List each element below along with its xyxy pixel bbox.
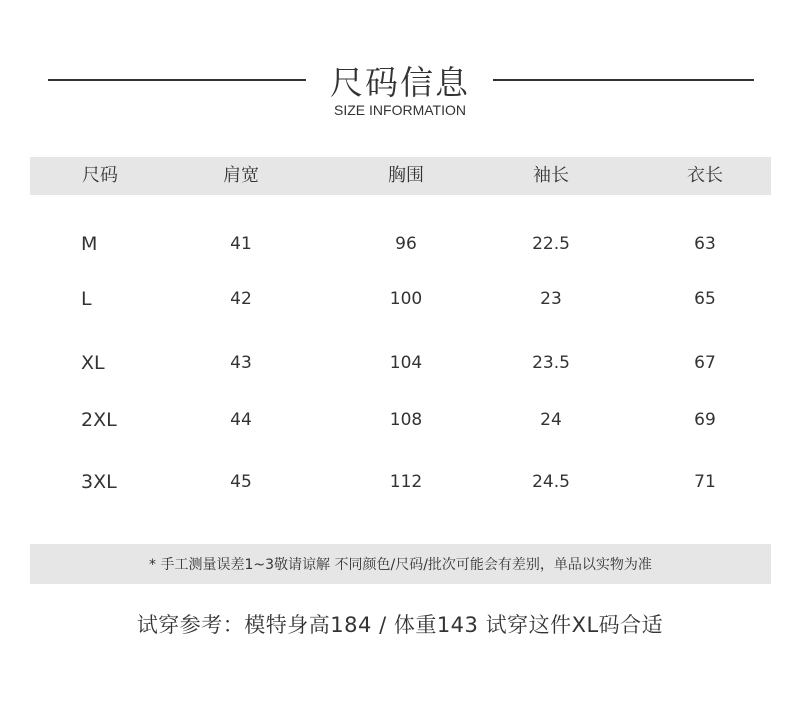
- table-row: [30, 405, 771, 435]
- column-header-sleeve: 袖长: [533, 165, 569, 186]
- shoulder-cell: 42: [230, 289, 252, 309]
- chest-cell: 108: [389, 410, 423, 430]
- table-header: [30, 157, 771, 195]
- column-header-length: 衣长: [687, 165, 723, 186]
- measurement-note-bar: [30, 544, 771, 584]
- column-header-shoulder: 肩宽: [223, 165, 259, 186]
- title-section: [0, 55, 800, 125]
- size-cell: L: [81, 288, 92, 310]
- shoulder-cell: 44: [230, 410, 252, 430]
- chest-cell: 104: [389, 353, 423, 373]
- length-cell: 69: [694, 410, 716, 430]
- length-cell: 63: [694, 234, 716, 254]
- size-cell: 2XL: [81, 409, 117, 431]
- shoulder-cell: 43: [230, 353, 252, 373]
- length-cell: 71: [694, 472, 716, 492]
- sleeve-cell: 24: [540, 410, 562, 430]
- shoulder-cell: 45: [230, 472, 252, 492]
- table-row: [30, 467, 771, 497]
- length-cell: 67: [694, 353, 716, 373]
- title-divider-left: [48, 79, 306, 81]
- sleeve-cell: 23.5: [532, 353, 570, 373]
- sleeve-cell: 22.5: [532, 234, 570, 254]
- chest-cell: 100: [389, 289, 423, 309]
- try-on-reference: 试穿参考：模特身高184 / 体重143 试穿这件XL码合适: [136, 613, 664, 637]
- table-row: [30, 229, 771, 259]
- title-divider-right: [493, 79, 754, 81]
- chest-cell: 96: [395, 234, 417, 254]
- page-title: 尺码信息: [330, 63, 470, 102]
- size-cell: M: [81, 233, 98, 255]
- sleeve-cell: 24.5: [532, 472, 570, 492]
- chest-cell: 112: [389, 472, 423, 492]
- column-header-chest: 胸围: [388, 165, 424, 186]
- measurement-note: * 手工测量误差1~3敬请谅解 不同颜色/尺码/批次可能会有差别，单品以实物为准: [149, 557, 652, 573]
- table-row: [30, 284, 771, 314]
- shoulder-cell: 41: [230, 234, 252, 254]
- table-row: [30, 348, 771, 378]
- sleeve-cell: 23: [540, 289, 562, 309]
- size-cell: XL: [81, 352, 105, 374]
- page-subtitle: SIZE INFORMATION: [334, 102, 466, 118]
- size-cell: 3XL: [81, 471, 117, 493]
- column-header-size: 尺码: [82, 165, 118, 186]
- length-cell: 65: [694, 289, 716, 309]
